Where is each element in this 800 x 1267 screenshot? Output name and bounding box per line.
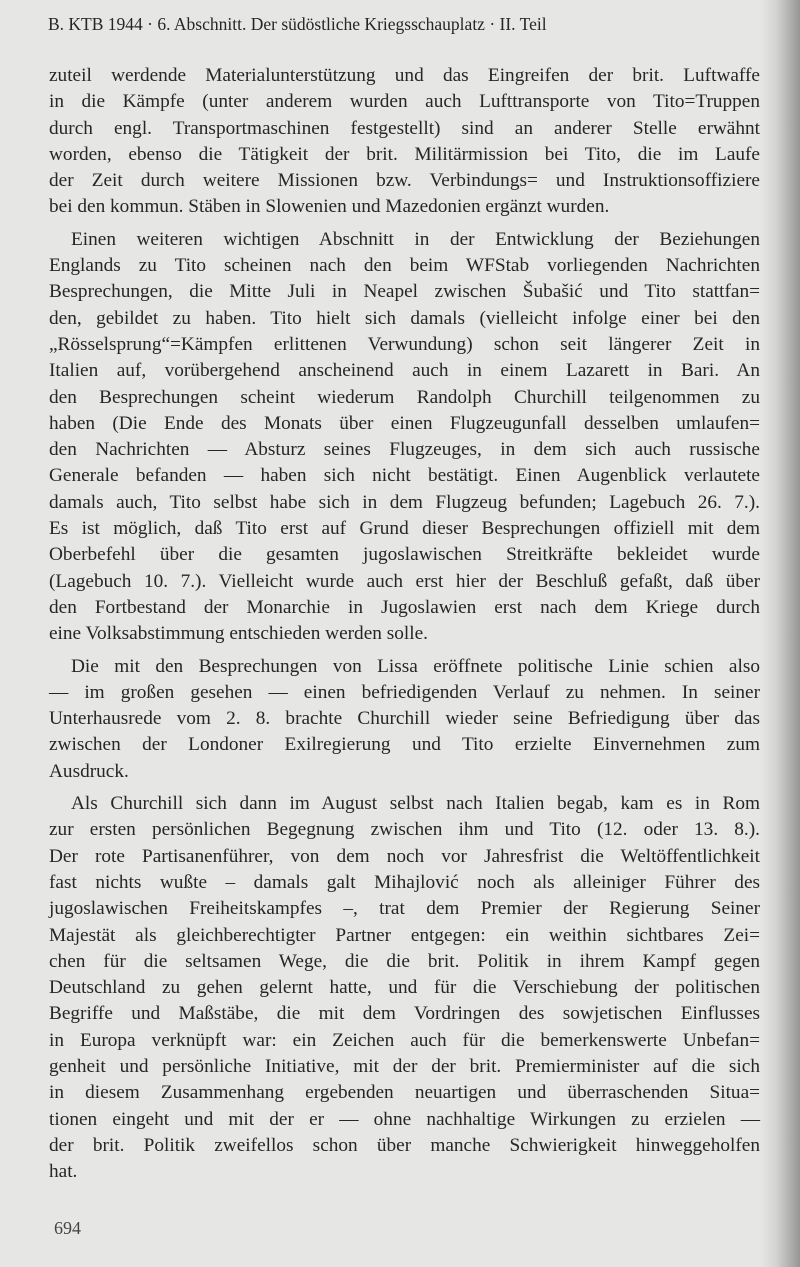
text-line: worden, ebenso die Tätigkeit der brit. Militärmission bei Tito, die im Laufe — [49, 143, 760, 165]
text-line: Unterhausrede vom 2. 8. brachte Churchill wieder seine Befriedigung über das — [49, 708, 760, 730]
text-line: der Zeit durch weitere Missionen bzw. Verbindungs= und Instruktionsoffiziere — [49, 170, 760, 192]
text-line: Besprechungen, die Mitte Juli in Neapel zwischen Šubašić und Tito stattfan= — [49, 281, 760, 303]
text-line: durch engl. Transportmaschinen festgestellt) sind an anderer Stelle erwähnt — [49, 117, 760, 139]
text-line: Einen weiteren wichtigen Abschnitt in der Entwicklung der Beziehungen — [71, 228, 760, 250]
text-line: zuteil werdende Materialunterstützung und das Eingreifen der brit. Luftwaffe — [49, 65, 760, 86]
text-line: Generale befanden — haben sich nicht bestätigt. Einen Augenblick verlautete — [49, 465, 760, 487]
text-line: in diesem Zusammenhang ergebenden neuartigen und überraschenden Situa= — [49, 1082, 760, 1104]
text-line: fast nichts wußte – damals galt Mihajlović noch als alleiniger Führer des — [49, 871, 760, 893]
text-line: zwischen der Londoner Exilregierung und Tito erzielte Einvernehmen zum — [49, 734, 760, 756]
text-line: haben (Die Ende des Monats über einen Flugzeugunfall desselben umlaufen= — [49, 412, 760, 434]
text-line: den, gebildet zu haben. Tito hielt sich damals (vielleicht infolge einer bei den — [49, 307, 760, 329]
text-line: damals auch, Tito selbst habe sich in dem Flugzeug befunden; Lagebuch 26. 7.). — [49, 491, 760, 513]
paragraph — [49, 63, 760, 221]
text-line: Die mit den Besprechungen von Lissa eröffnete politische Linie schien also — [71, 655, 760, 677]
text-line: Majestät als gleichberechtigter Partner entgegen: ein weithin sichtbares Zei= — [49, 924, 760, 946]
text-line: bei den kommun. Stäben in Slowenien und Mazedonien ergänzt wurden. — [49, 196, 610, 218]
paragraph — [49, 791, 760, 1185]
text-line: Englands zu Tito scheinen nach den beim WFStab vorliegenden Nachrichten — [49, 255, 760, 277]
text-line: jugoslawischen Freiheitskampfes –, trat dem Premier der Regierung Seiner — [49, 898, 760, 920]
text-line: Oberbefehl über die gesamten jugoslawischen Streitkräfte bekleidet wurde — [49, 544, 760, 566]
text-line: zur ersten persönlichen Begegnung zwischen ihm und Tito (12. oder 13. 8.). — [49, 819, 760, 841]
page-edge-shadow — [760, 0, 800, 1267]
text-line: hat. — [49, 1161, 78, 1183]
text-line: „Rösselsprung“=Kämpfen erlittenen Verwundung) schon seit längerer Zeit in — [49, 333, 760, 355]
text-line: Es ist möglich, daß Tito erst auf Grund dieser Besprechungen offiziell mit dem — [49, 518, 760, 540]
text-line: genheit und persönliche Initiative, mit der der brit. Premierminister auf die sich — [49, 1055, 760, 1077]
text-line: den Nachrichten — Absturz seines Flugzeuges, in dem sich auch russische — [49, 439, 760, 461]
text-line: Ausdruck. — [49, 760, 129, 782]
paragraph — [49, 227, 760, 648]
body-text — [49, 63, 760, 1191]
text-line: den Fortbestand der Monarchie in Jugoslawien erst nach dem Kriege durch — [49, 596, 760, 618]
text-line: Deutschland zu gehen gelernt hatte, und für die Verschiebung der politischen — [49, 977, 760, 999]
text-line: den Besprechungen scheint wiederum Randolph Churchill teilgenommen zu — [49, 386, 760, 408]
text-line: Italien auf, vorübergehend anscheinend auch in einem Lazarett in Bari. An — [49, 360, 760, 382]
text-line: (Lagebuch 10. 7.). Vielleicht wurde auch erst hier der Beschluß gefaßt, daß über — [49, 570, 760, 592]
text-line: Als Churchill sich dann im August selbst nach Italien begab, kam es in Rom — [71, 793, 760, 815]
page-number: 694 — [54, 1218, 81, 1238]
paragraph — [49, 654, 760, 785]
text-line: in Europa verknüpft war: ein Zeichen auch für die bemerkenswerte Unbefan= — [49, 1029, 760, 1051]
text-line: eine Volksabstimmung entschieden werden solle. — [49, 623, 428, 645]
text-line: Der rote Partisanenführer, von dem noch vor Jahresfrist die Weltöffentlichkeit — [49, 845, 760, 867]
text-line: Begriffe und Maßstäbe, die mit dem Vordringen des sowjetischen Einflusses — [49, 1003, 760, 1025]
text-line: — im großen gesehen — einen befriedigenden Verlauf zu nehmen. In seiner — [49, 681, 760, 703]
text-line: der brit. Politik zweifellos schon über manche Schwierigkeit hinweggeholfen — [49, 1134, 760, 1156]
text-line: tionen eingeht und mit der er — ohne nachhaltige Wirkungen zu erzielen — — [49, 1108, 760, 1130]
running-head: B. KTB 1944 · 6. Abschnitt. Der südöstliche Kriegsschauplatz · II. Teil — [48, 14, 547, 34]
text-line: in die Kämpfe (unter anderem wurden auch Lufttransporte von Tito=Truppen — [49, 91, 760, 113]
text-line: chen für die seltsamen Wege, die die brit. Politik in ihrem Kampf gegen — [49, 950, 760, 972]
